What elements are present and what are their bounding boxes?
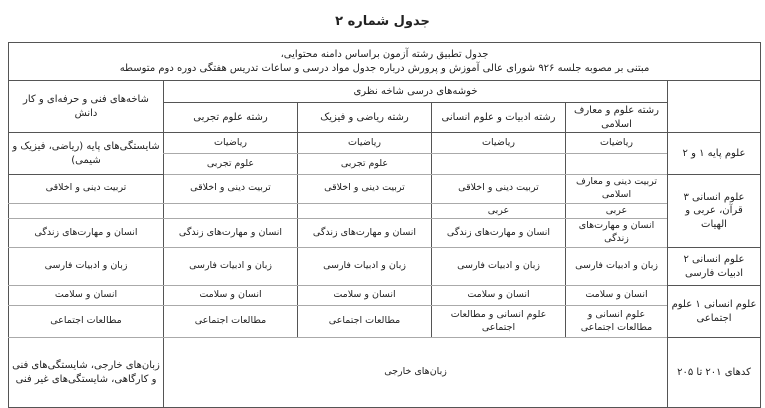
cell-health: انسان و سلامت <box>566 286 668 306</box>
cell-persian: زبان و ادبیات فارسی <box>298 248 432 286</box>
group-header-empty <box>668 81 761 133</box>
cell-religion: تربیت دینی و اخلاقی <box>164 175 298 204</box>
cell-empty <box>9 203 164 219</box>
column-header-humanities: رشته ادبیات و علوم انسانی <box>432 103 566 133</box>
cell-life-skills: انسان و مهارت‌های زندگی <box>164 219 298 248</box>
page-title: جدول شماره ۲ <box>335 14 430 29</box>
cell-religion: تربیت دینی و اخلاقی <box>432 175 566 204</box>
cell-empty <box>298 203 432 219</box>
curriculum-matching-table <box>8 42 761 408</box>
group-codes: کدهای ۲۰۱ تا ۲۰۵ <box>668 338 761 408</box>
column-header-math: رشته ریاضی و فیزیک <box>298 103 432 133</box>
cell-health: انسان و سلامت <box>298 286 432 306</box>
cell-base-skills: شایستگی‌های پایه (ریاضی، فیزیک و شیمی) <box>9 133 164 175</box>
cell-empty <box>566 154 668 175</box>
cell-empty <box>432 154 566 175</box>
cell-social-studies: مطالعات اجتماعی <box>298 306 432 338</box>
cell-math: ریاضیات <box>164 133 298 154</box>
cell-social-studies: مطالعات اجتماعی <box>164 306 298 338</box>
cell-persian: زبان و ادبیات فارسی <box>566 248 668 286</box>
intro-line-1: جدول تطبیق رشته آزمون براساس دامنه محتوایی، <box>280 49 489 60</box>
cell-arabic: عربی <box>566 203 668 219</box>
cell-persian: زبان و ادبیات فارسی <box>432 248 566 286</box>
intro-line-2: مبتنی بر مصوبه جلسه ۹۲۶ شورای عالی آموزش و پرورش درباره جدول مواد درسی و ساعات تدریس هفتگی دوره دوم متوسطه <box>119 62 650 74</box>
cell-experimental-sciences: علوم تجربی <box>298 154 432 175</box>
cell-math: ریاضیات <box>298 133 432 154</box>
cell-health: انسان و سلامت <box>9 286 164 306</box>
cell-health: انسان و سلامت <box>164 286 298 306</box>
cell-life-skills: انسان و مهارت‌های زندگی <box>432 219 566 248</box>
cell-religion: تربیت دینی و اخلاقی <box>9 175 164 204</box>
cell-islamic-religion: تربیت دینی و معارف اسلامی <box>566 175 668 204</box>
cell-foreign-technical-skills: زبان‌های خارجی، شایستگی‌های فنی و کارگاهی، شایستگی‌های غیر فنی <box>9 338 164 408</box>
cell-health: انسان و سلامت <box>432 286 566 306</box>
theoretical-branch-header: خوشه‌های درسی شاخه نظری <box>164 81 668 103</box>
group-humanities-3: علوم انسانی ۳ قرآن، عربی و الهیات <box>668 175 761 248</box>
cell-humanities-social: علوم انسانی و مطالعات اجتماعی <box>432 306 566 338</box>
cell-religion: تربیت دینی و اخلاقی <box>298 175 432 204</box>
cell-persian: زبان و ادبیات فارسی <box>164 248 298 286</box>
cell-life-skills: انسان و مهارت‌های زندگی <box>298 219 432 248</box>
table-intro <box>9 43 761 81</box>
cell-foreign-languages: زبان‌های خارجی <box>164 338 668 408</box>
cell-experimental-sciences: علوم تجربی <box>164 154 298 175</box>
cell-persian: زبان و ادبیات فارسی <box>9 248 164 286</box>
group-base-sciences: علوم پایه ۱ و ۲ <box>668 133 761 175</box>
column-header-islamic: رشته علوم و معارف اسلامی <box>566 103 668 133</box>
cell-empty <box>164 203 298 219</box>
cell-life-skills: انسان و مهارت‌های زندگی <box>9 219 164 248</box>
group-humanities-1: علوم انسانی ۱ علوم اجتماعی <box>668 286 761 338</box>
cell-social-studies: مطالعات اجتماعی <box>9 306 164 338</box>
column-header-experimental: رشته علوم تجربی <box>164 103 298 133</box>
cell-arabic: عربی <box>432 203 566 219</box>
cell-math: ریاضیات <box>432 133 566 154</box>
cell-math: ریاضیات <box>566 133 668 154</box>
group-humanities-2: علوم انسانی ۲ ادبیات فارسی <box>668 248 761 286</box>
cell-life-skills: انسان و مهارت‌های زندگی <box>566 219 668 248</box>
technical-branch-header: شاخه‌های فنی و حرفه‌ای و کار دانش <box>9 81 164 133</box>
cell-humanities-social: علوم انسانی و مطالعات اجتماعی <box>566 306 668 338</box>
